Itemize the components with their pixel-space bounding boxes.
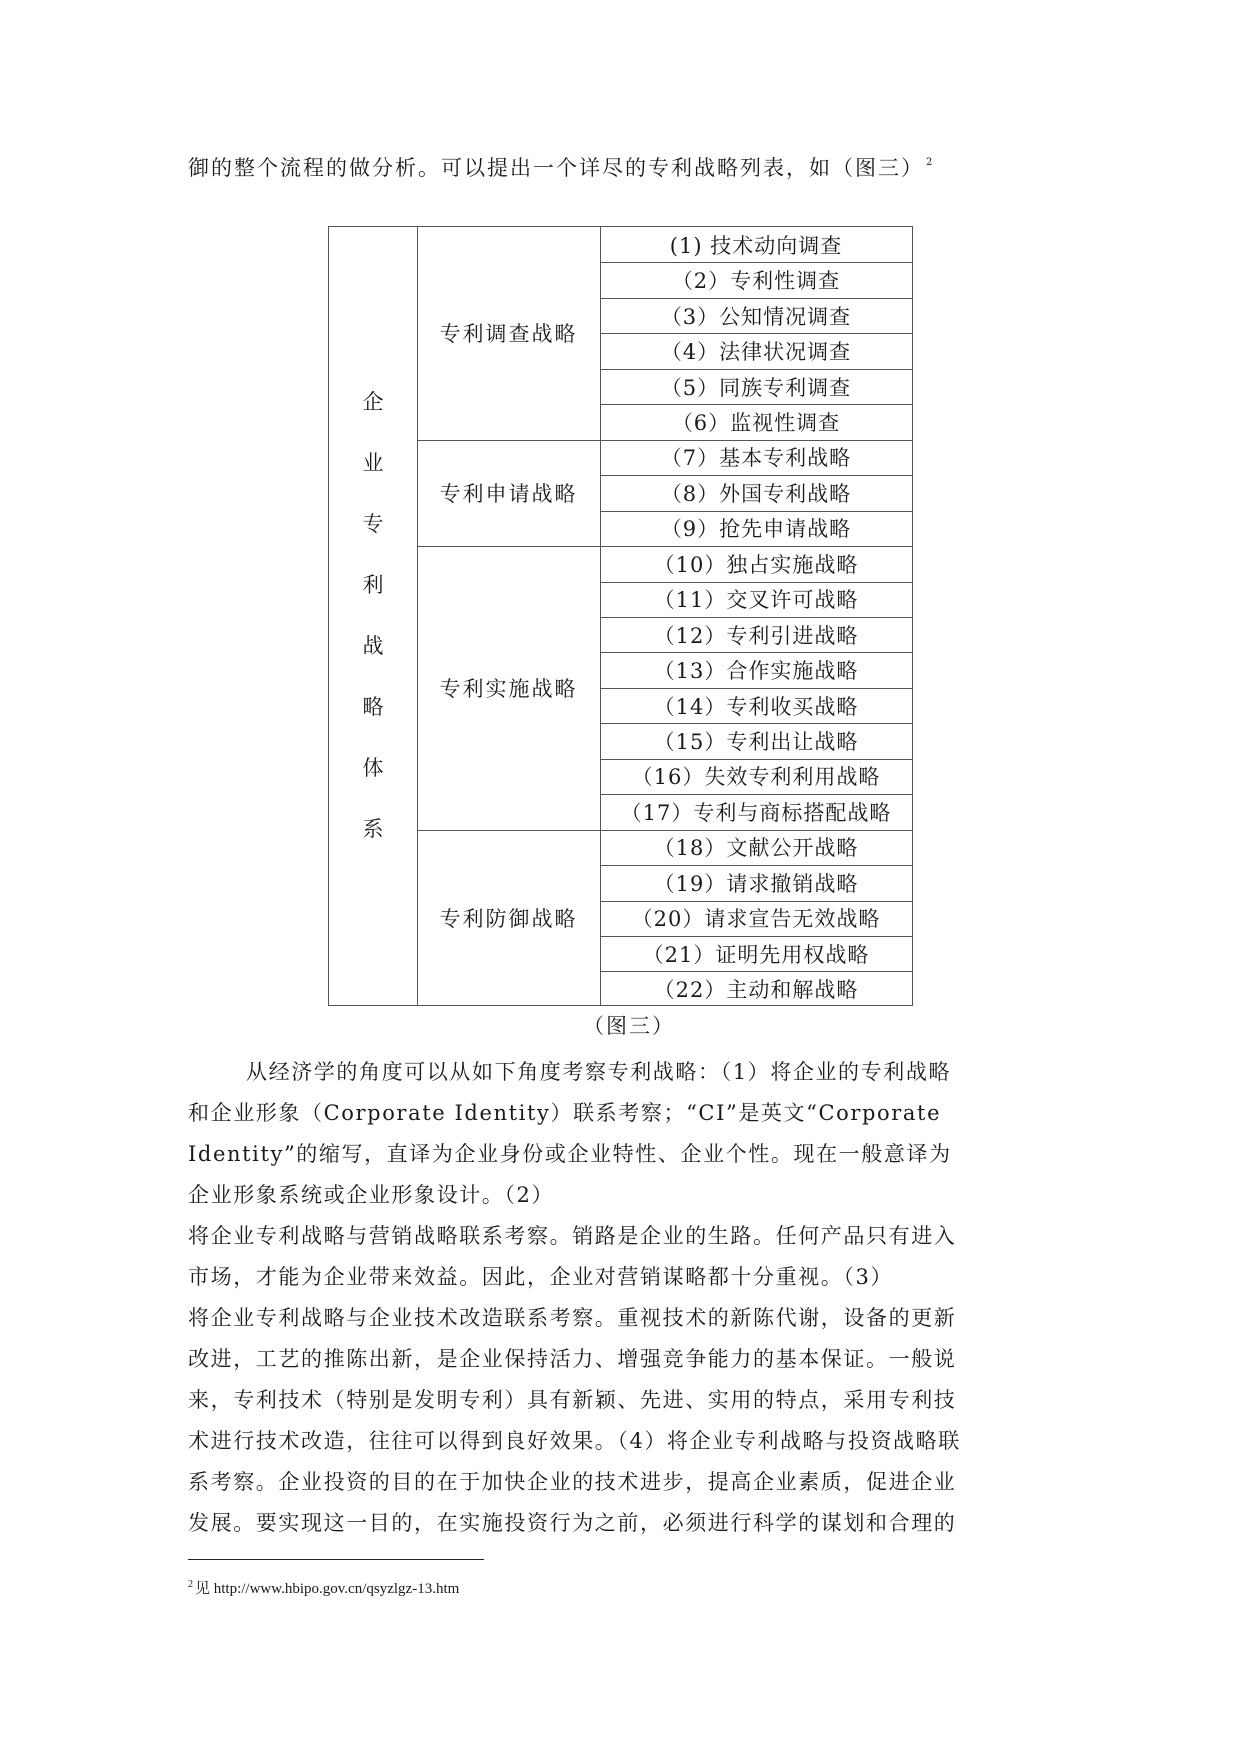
strategy-item: （21）证明先用权战略 xyxy=(642,942,870,967)
strategy-item: （3）公知情况调查 xyxy=(660,304,852,329)
strategy-item: （18）文献公开战略 xyxy=(653,836,859,861)
text-line: 来，专利技术（特别是发明专利）具有新颖、先进、实用的特点，采用专利技 xyxy=(188,1388,957,1412)
strategy-item: （12）专利引进战略 xyxy=(653,623,859,648)
item-divider xyxy=(600,865,912,866)
item-divider xyxy=(600,582,912,583)
item-divider xyxy=(600,794,912,795)
strategy-item: （20）请求宣告无效战略 xyxy=(631,907,881,932)
item-divider xyxy=(600,298,912,299)
root-char: 利 xyxy=(362,573,384,597)
strategy-item: （22）主动和解战略 xyxy=(653,978,859,1003)
item-divider xyxy=(600,652,912,653)
text-line: 和企业形象（Corporate Identity）联系考察；“CI”是英文“Corporate xyxy=(188,1101,942,1125)
strategy-item: （14）专利收买战略 xyxy=(653,694,859,719)
category-cell: 专利实施战略 xyxy=(439,676,578,701)
text-line: 将企业专利战略与企业技术改造联系考察。重视技术的新陈代谢，设备的更新 xyxy=(188,1306,957,1330)
strategy-item: （9）抢先申请战略 xyxy=(660,517,852,542)
text-line: 将企业专利战略与营销战略联系考察。销路是企业的生路。任何产品只有进入 xyxy=(188,1224,957,1248)
item-divider xyxy=(600,688,912,689)
footnote xyxy=(188,1577,459,1598)
strategy-item: （5）同族专利调查 xyxy=(660,375,852,400)
item-divider xyxy=(600,617,912,618)
text-line: 术进行技术改造，往往可以得到良好效果。（4）将企业专利战略与投资战略联 xyxy=(188,1429,961,1453)
footnote-text: 见 http://www.hbipo.gov.cn/qsyzlgz-13.htm xyxy=(195,1581,460,1597)
footnote-marker: 2 xyxy=(188,1579,193,1590)
text-line: Identity”的缩写，直译为企业身份或企业特性、企业个性。现在一般意译为 xyxy=(188,1142,952,1166)
item-divider xyxy=(600,723,912,724)
root-char: 专 xyxy=(362,512,384,536)
category-cell: 专利调查战略 xyxy=(439,322,578,347)
item-divider xyxy=(600,511,912,512)
strategy-item: （19）请求撤销战略 xyxy=(653,871,859,896)
text-line: 从经济学的角度可以从如下角度考察专利战略：（1）将企业的专利战略 xyxy=(246,1060,952,1084)
strategy-item: （17）专利与商标搭配战略 xyxy=(620,800,892,825)
strategy-item: （8）外国专利战略 xyxy=(660,481,852,506)
category-cell: 专利防御战略 xyxy=(439,907,578,932)
strategy-table xyxy=(328,226,913,1006)
strategy-item: （16）失效专利利用战略 xyxy=(631,765,881,790)
item-divider xyxy=(600,369,912,370)
strategy-item: （4）法律状况调查 xyxy=(660,340,852,365)
text-line: 发展。要实现这一目的，在实施投资行为之前，必须进行科学的谋划和合理的 xyxy=(188,1511,957,1535)
body-paragraph xyxy=(188,1052,1068,1544)
text-line: 市场，才能为企业带来效益。因此，企业对营销谋略都十分重视。（3） xyxy=(188,1265,894,1289)
text-line: 改进，工艺的推陈出新，是企业保持活力、增强竞争能力的基本保证。一般说 xyxy=(188,1347,957,1371)
root-char: 战 xyxy=(362,634,384,658)
root-char: 系 xyxy=(362,817,384,841)
item-divider xyxy=(600,333,912,334)
item-divider xyxy=(600,971,912,972)
intro-paragraph xyxy=(188,152,1068,182)
item-divider xyxy=(600,404,912,405)
strategy-item: （10）独占实施战略 xyxy=(653,552,859,577)
intro-text: 御的整个流程的做分析。可以提出一个详尽的专利战略列表，如（图三） xyxy=(188,156,924,180)
strategy-item: （2）专利性调查 xyxy=(671,269,841,294)
strategy-item: （11）交叉许可战略 xyxy=(653,588,859,613)
item-divider xyxy=(600,936,912,937)
text-line: 系考察。企业投资的目的在于加快企业的技术进步，提高企业素质，促进企业 xyxy=(188,1470,957,1494)
root-char: 略 xyxy=(362,695,384,719)
root-char: 体 xyxy=(362,756,384,780)
table-root-label xyxy=(329,227,417,1005)
item-divider xyxy=(600,901,912,902)
root-char: 企 xyxy=(362,390,384,414)
strategy-item: （7）基本专利战略 xyxy=(660,446,852,471)
root-char: 业 xyxy=(362,451,384,475)
footnote-ref: 2 xyxy=(926,157,933,168)
item-divider xyxy=(600,759,912,760)
text-line: 企业形象系统或企业形象设计。（2） xyxy=(188,1183,555,1207)
item-divider xyxy=(600,475,912,476)
figure-caption: （图三） xyxy=(583,1014,675,1038)
strategy-item: （13）合作实施战略 xyxy=(653,659,859,684)
strategy-item: (1) 技术动向调查 xyxy=(669,233,843,258)
footnote-rule xyxy=(188,1559,484,1560)
category-cell: 专利申请战略 xyxy=(439,481,578,506)
strategy-item: （6）监视性调查 xyxy=(671,410,841,435)
strategy-item: （15）专利出让战略 xyxy=(653,730,859,755)
item-divider xyxy=(600,262,912,263)
